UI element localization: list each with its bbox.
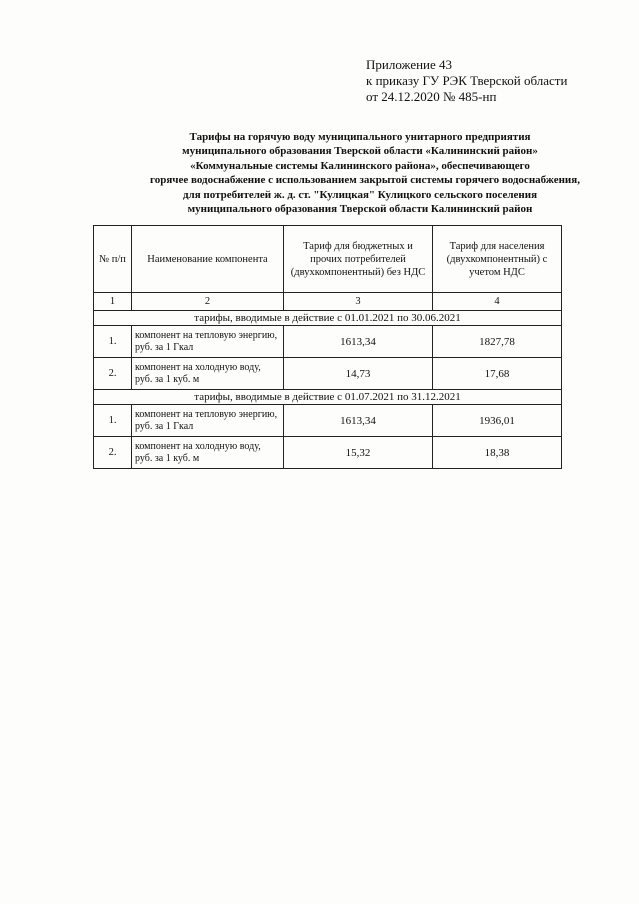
row-number: 1. — [94, 326, 132, 358]
table-row — [94, 405, 562, 437]
title-line: горячее водоснабжение с использованием закрытой системы горячего водоснабжения, — [150, 174, 580, 187]
row-budget-value: 1613,34 — [284, 405, 433, 437]
row-number: 2. — [94, 437, 132, 469]
header-component: Наименование компонента — [132, 226, 284, 293]
row-number: 2. — [94, 358, 132, 390]
header-population-tariff: Тариф для населения (двухкомпонентный) с учетом НДС — [433, 226, 562, 293]
table-row — [94, 358, 562, 390]
appendix-number: Приложение 43 — [366, 57, 453, 72]
column-number: 3 — [284, 293, 433, 311]
column-number: 1 — [94, 293, 132, 311]
column-numbers-row — [94, 293, 562, 311]
row-number: 1. — [94, 405, 132, 437]
row-component: компонент на холодную воду, руб. за 1 куб. м — [132, 358, 284, 390]
title-line: муниципального образования Тверской области «Калининский район» — [182, 145, 538, 158]
column-number: 2 — [132, 293, 284, 311]
appendix-order: к приказу ГУ РЭК Тверской области — [366, 73, 568, 88]
table-row — [94, 437, 562, 469]
document-title — [150, 130, 580, 216]
row-budget-value: 15,32 — [284, 437, 433, 469]
row-population-value: 18,38 — [433, 437, 562, 469]
header-number: № п/п — [94, 226, 132, 293]
header-budget-tariff: Тариф для бюджетных и прочих потребителей (двухкомпонентный) без НДС — [284, 226, 433, 293]
title-line: для потребителей ж. д. ст. "Кулицкая" Кулицкого сельского поселения — [182, 188, 538, 201]
title-line: «Коммунальные системы Калининского района», обеспечивающего — [190, 159, 530, 172]
column-number: 4 — [433, 293, 562, 311]
title-line: муниципального образования Тверской области Калининский район — [187, 203, 533, 216]
period-label: тарифы, вводимые в действие с 01.01.2021 по 30.06.2021 — [94, 311, 562, 326]
appendix-date: от 24.12.2020 № 485-нп — [366, 89, 497, 104]
period-row — [94, 311, 562, 326]
row-component: компонент на холодную воду, руб. за 1 куб. м — [132, 437, 284, 469]
period-row — [94, 390, 562, 405]
row-component: компонент на тепловую энергию, руб. за 1 Гкал — [132, 326, 284, 358]
table-row — [94, 326, 562, 358]
appendix-reference — [366, 57, 626, 105]
row-population-value: 1936,01 — [433, 405, 562, 437]
table-header-row — [94, 226, 562, 293]
tariff-table — [93, 225, 562, 469]
row-component: компонент на тепловую энергию, руб. за 1 Гкал — [132, 405, 284, 437]
title-line: Тарифы на горячую воду муниципального унитарного предприятия — [189, 131, 531, 143]
row-population-value: 1827,78 — [433, 326, 562, 358]
period-label: тарифы, вводимые в действие с 01.07.2021 по 31.12.2021 — [94, 390, 562, 405]
row-population-value: 17,68 — [433, 358, 562, 390]
row-budget-value: 14,73 — [284, 358, 433, 390]
row-budget-value: 1613,34 — [284, 326, 433, 358]
